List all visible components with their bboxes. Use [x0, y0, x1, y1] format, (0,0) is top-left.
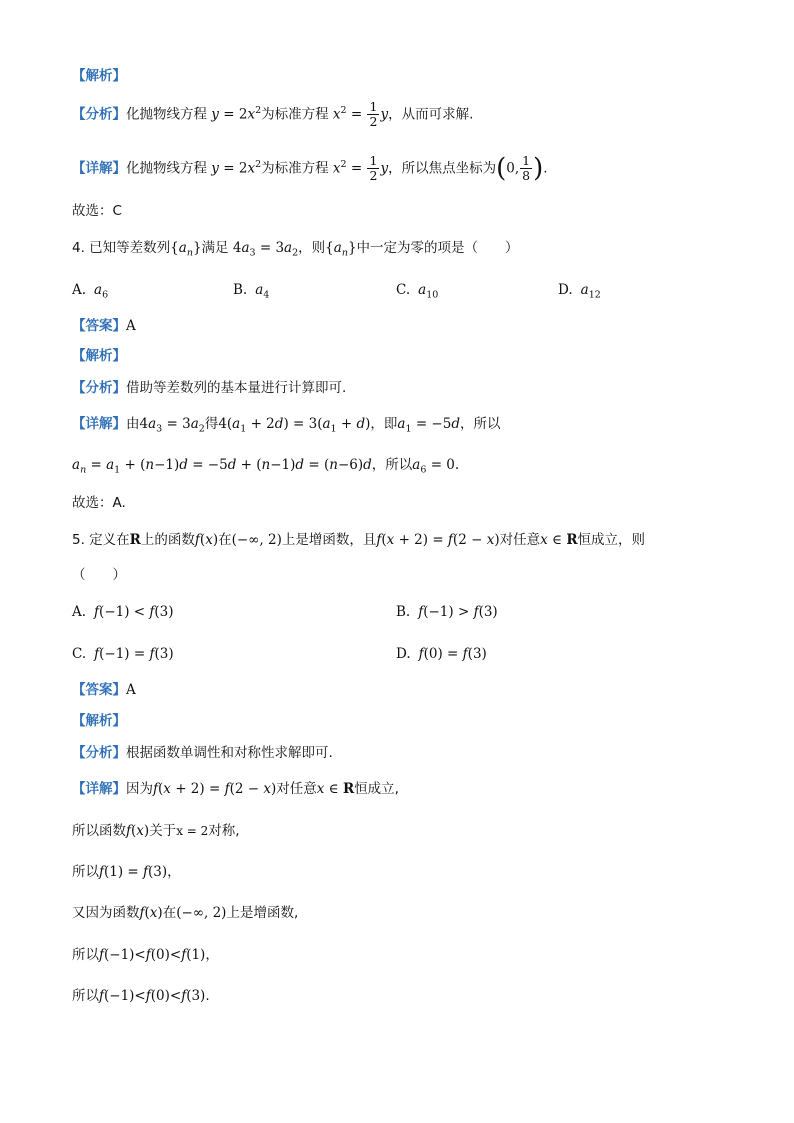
q5-step5: 所以f(−1)<f(0)<f(3). — [72, 988, 210, 1004]
q4-jiexi-tag: 【解析】 — [72, 348, 126, 364]
q4-option-d: D. $a_{12}$ — [558, 282, 601, 301]
q5-step3: 又因为函数f(x)在(−∞, 2)上是增函数, — [72, 905, 299, 921]
q3-xiangjie-line: 【详解】化抛物线方程 $y = 2x^2$为标准方程 $x^2$ = $\frac{1}{2}$ y，所以焦点坐标为(0, $\frac{1}{8}$ ). — [72, 153, 548, 184]
q4-xiangjie-line2: $a_n = a_1 + (n-1)d = -5d + (n-1)d = (n-6)d$，所以$a_6 = 0$. — [72, 457, 460, 476]
q4-answer: 【答案】A — [72, 318, 136, 334]
q5-stem-line1: 5. 定义在R上的函数f(x)在(−∞, 2)上是增函数，且f(x + 2) = f(2 − x)对任意x ∈ R恒成立，则 — [72, 532, 646, 548]
q5-option-a: A. f(−1) < f(3) — [72, 604, 174, 620]
q4-fenxi: 【分析】借助等差数列的基本量进行计算即可. — [72, 380, 347, 396]
fraction-one-half: $\frac{1}{2}$ — [369, 99, 378, 129]
q5-step4: 所以f(−1)<f(0)<f(1)， — [72, 947, 219, 963]
q5-answer: 【答案】A — [72, 682, 136, 698]
q5-stem-line2: （ ） — [72, 567, 126, 583]
q4-guxuan: 故选：A. — [72, 495, 126, 511]
q5-option-d: D. f(0) = f(3) — [396, 646, 487, 662]
q4-option-b: B. $a_4$ — [233, 282, 270, 301]
q3-guxuan: 故选：C — [72, 203, 122, 219]
q5-step1: 所以函数f(x)关于x = 2对称, — [72, 823, 240, 839]
q5-jiexi-tag: 【解析】 — [72, 713, 126, 729]
q4-xiangjie-line1: 【详解】由$4a_3 = 3a_2$得$4(a_1 + 2d) = 3(a_1 + d)$，即$a_1 = -5d$，所以 — [72, 416, 501, 435]
q5-step2: 所以f(1) = f(3)， — [72, 864, 181, 880]
q5-fenxi: 【分析】根据函数单调性和对称性求解即可. — [72, 745, 333, 761]
q3-fenxi-line: 【分析】化抛物线方程 $y = 2x^2$为标准方程 $x^2$ = $\frac{1}{2}$ y，从而可求解. — [72, 99, 474, 129]
q5-option-c: C. f(−1) = f(3) — [72, 646, 174, 662]
jiexi-tag-q3: 【解析】 — [72, 68, 126, 84]
q5-xiangjie-line: 【详解】因为f(x + 2) = f(2 − x)对任意x ∈ R恒成立, — [72, 781, 399, 797]
q4-option-c: C. $a_{10}$ — [396, 282, 439, 301]
q4-option-a: A. $a_6$ — [72, 282, 109, 301]
q5-option-b: B. f(−1) > f(3) — [396, 604, 498, 620]
q4-stem: 4. 已知等差数列$\{a_n\}$满足 $4a_3 = 3a_2$，则$\{a_n\}$中一定为零的项是（ ） — [72, 240, 519, 259]
